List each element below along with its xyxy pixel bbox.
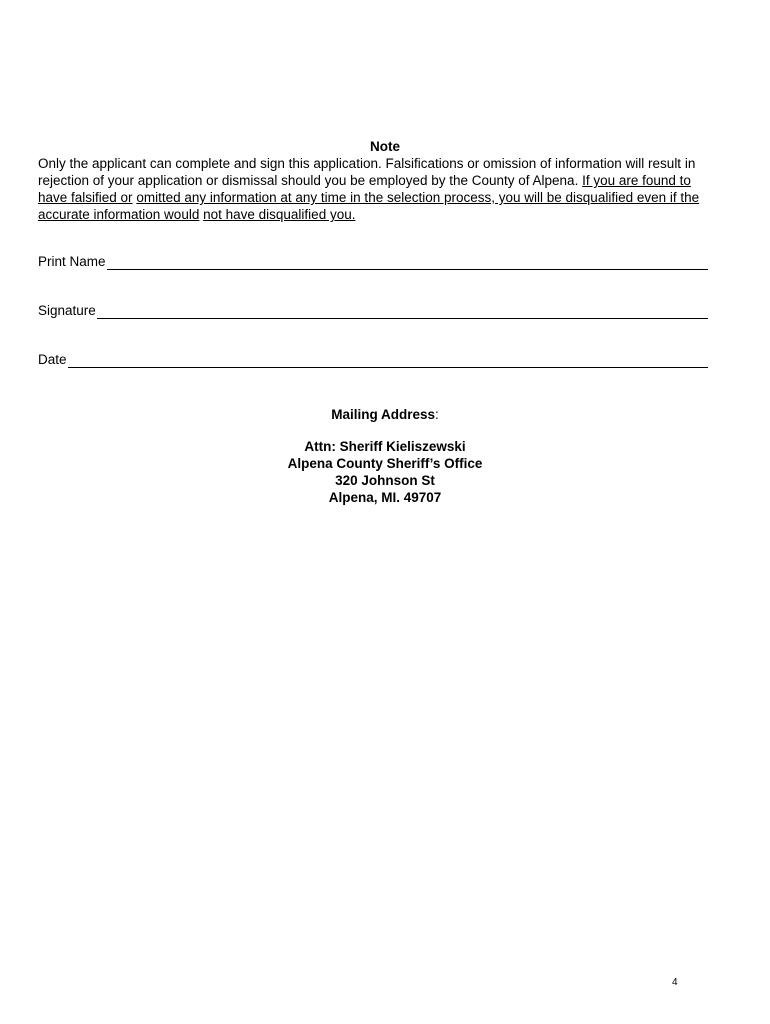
print-name-row xyxy=(38,253,708,270)
signature-row xyxy=(38,302,708,319)
page-number: 4 xyxy=(672,977,678,988)
date-line[interactable] xyxy=(68,354,708,368)
address-line-street: 320 Johnson St xyxy=(335,473,435,488)
date-label: Date xyxy=(38,352,67,367)
note-body xyxy=(38,155,710,223)
note-underlined-2: omitted any information at any time in the selection process, you will be disqualified even if the accurate information would xyxy=(38,190,700,222)
address-line-city: Alpena, MI. 49707 xyxy=(328,490,442,505)
mailing-address-block xyxy=(0,438,770,506)
note-text: Only the applicant can complete and sign this application. Falsifications or omission of information will result in rejection of your application or dismissal should you be employed by the County of Alpena. xyxy=(38,156,696,188)
address-line-office: Alpena County Sheriff’s Office xyxy=(287,456,483,471)
print-name-line[interactable] xyxy=(107,256,708,270)
signature-line[interactable] xyxy=(97,305,708,319)
note-title: Note xyxy=(370,139,400,154)
print-name-label: Print Name xyxy=(38,254,106,269)
note-underlined-1: If you are found to have falsified or xyxy=(38,173,691,205)
address-line-attn: Attn: Sheriff Kieliszewski xyxy=(304,439,466,454)
signature-label: Signature xyxy=(38,303,96,318)
date-row xyxy=(38,351,708,368)
mailing-address-title: Mailing Address xyxy=(331,407,435,422)
mailing-address-heading xyxy=(0,406,770,423)
note-underlined-3: not have disqualified you. xyxy=(203,207,356,222)
mailing-address-colon: : xyxy=(435,407,439,422)
